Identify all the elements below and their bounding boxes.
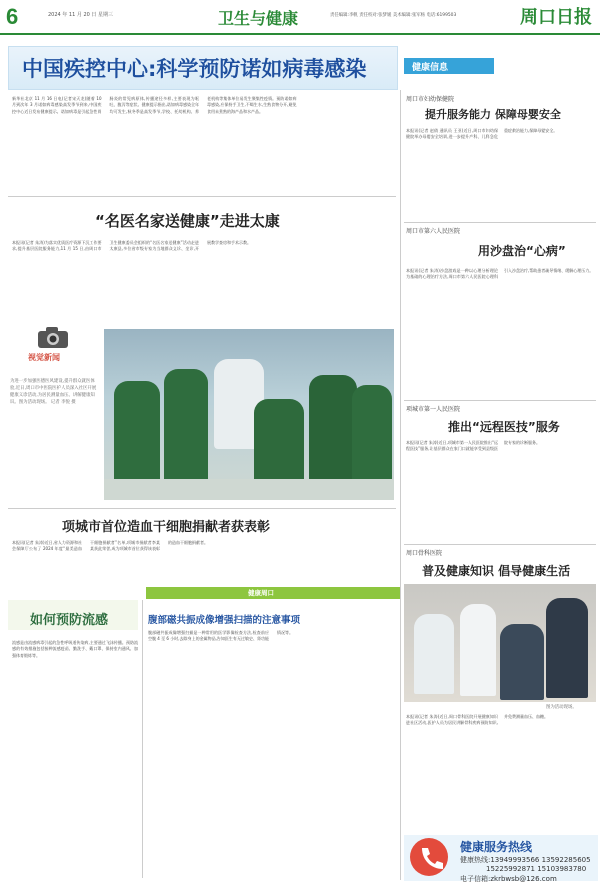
phone-icon	[410, 838, 448, 876]
article-title: 推出“远程医技”服务	[448, 420, 560, 434]
visual-news-label: 视觉新闻	[28, 353, 60, 362]
hotline-email: 电子信箱:zkrbwsb@126.com	[460, 875, 557, 883]
divider	[404, 222, 596, 223]
article-title: 提升服务能力 保障母婴安全	[425, 108, 561, 121]
feature-title: “名医名家送健康”走进太康	[95, 212, 280, 230]
camera-icon	[36, 325, 70, 349]
feature-body: 本报讯(记者 朱涛)为落实优质医疗资源下沉工作要求,提升基层医院服务能力,11 月 15 日,由周口市卫生健康委员会组织的“名医名家送健康”活动走进太康县,多位省市级专家为当地群众义诊、坐诊,开展教学查房和手术示教。	[12, 240, 251, 252]
divider	[8, 508, 396, 509]
masthead-rule	[0, 33, 600, 35]
hospital-source: 周口市第六人民医院	[406, 228, 461, 235]
column-title: 卫生与健康	[218, 11, 299, 28]
article-body: 本报讯(记者 朱涛)近日,周口骨科医院开展健康知识进社区活动,医护人员为居民讲解骨科疾病预防知识,并免费测量血压、血糖。	[406, 714, 548, 726]
article-title: 普及健康知识 倡导健康生活	[422, 564, 571, 578]
article-title: 用沙盘治“心病”	[478, 244, 566, 258]
hotline-phone: 健康热线:13949993566 13592285605	[460, 856, 591, 864]
flu-body: 流感是由流感病毒引起的急性呼吸道传染病,主要通过飞沫传播。预防流感的有效措施包括接种流感疫苗、勤洗手、戴口罩、保持室内通风、加强体育锻炼等。	[12, 640, 138, 658]
photo-caption: 图为活动现场。	[546, 705, 577, 710]
section-bar-label: 健康周口	[248, 589, 274, 597]
mri-title: 腹部磁共振成像增强扫描的注意事项	[148, 615, 301, 626]
donor-body: 本报讯(记者 朱涛)近日,省人力资源和社会保障厅公布了 2024 年度“最美造血干细胞捐献者”名单,项城市捐献者李某某获此荣誉,成为项城市首位获得该表彰的造血干细胞捐献者。	[12, 540, 208, 552]
divider	[404, 544, 596, 545]
page-number: 6	[6, 4, 19, 29]
hotline-phone: 15225992871 15103983780	[486, 865, 587, 873]
mri-body: 腹部磁共振成像增强扫描是一种常用的医学影像检查方法,检查前应空腹 4 至 6 小时,去除身上的金属物品,告知医生有无过敏史、肾功能情况等。	[148, 630, 293, 642]
paper-name: 周口日报	[520, 7, 592, 27]
lead-body: 新华社北京 11 月 16 日电(记者宋天龙)随着 10 月到次年 3 月诺如病毒感染高发季节到来,中国疾控中心近日发布健康提示。诺如病毒是引起急性胃肠炎的常见病原体,传播途径多样,主要表现为呕吐、腹泻等症状。健康提示指出,诺如病毒感染全年均可发生,秋冬季是高发季节,学校、托幼机构、养老机构等集体单位易发生聚集性疫情。预防诺如病毒感染,应保持手卫生,不喝生水,生熟食物分开,避免食用未煮熟的海产品和水产品。	[12, 96, 297, 114]
divider	[400, 90, 401, 880]
flu-title: 如何预防流感	[30, 613, 109, 628]
divider	[404, 400, 596, 401]
divider	[142, 600, 143, 878]
hospital-source: 项城市第一人民医院	[406, 406, 461, 413]
divider	[8, 196, 396, 197]
news-photo	[404, 584, 596, 702]
health-info-badge-label: 健康信息	[412, 63, 449, 73]
article-body: 本报讯(记者 赵倩 通讯员 王亚)近日,周口市妇幼保健院举办母婴安全培训,进一步提升产科、儿科急危重症救治能力,保障母婴安全。	[406, 128, 558, 140]
hospital-source: 周口市妇幼保健院	[406, 96, 455, 103]
photo-caption: 为进一步加强医德医风建设,提升群众就医体验,近日,周口市中医院医护人员深入社区开展健康义诊活动,为居民测量血压、讲解健康知识。图为活动现场。 记者 李悦 摄	[10, 379, 97, 405]
hospital-source: 周口骨科医院	[406, 550, 443, 557]
news-photo	[104, 329, 394, 500]
editorial-staff: 责任编辑:李帆 责任校对:张梦媛 美术编辑:张军杨 电话:6199503	[330, 13, 457, 18]
donor-title: 项城市首位造血干细胞捐献者获表彰	[62, 520, 271, 535]
issue-date: 2024 年 11 月 20 日 星期三	[48, 12, 113, 18]
lead-title: 中国疾控中心:科学预防诺如病毒感染	[22, 57, 367, 81]
article-body: 本报讯(记者 朱涛)近日,项城市第一人民医院推出“远程医技”服务,让基层群众在家门口就能享受到县级医院专家的诊断服务。	[406, 440, 540, 452]
hotline-title: 健康服务热线	[460, 840, 533, 854]
article-body: 本报讯(记者 朱涛)沙盘游戏是一种以心理分析理论为基础的心理治疗方法,周口市第六人民医院心理科引入沙盘治疗,帮助患者疏导情绪、缓解心理压力。	[406, 268, 594, 280]
